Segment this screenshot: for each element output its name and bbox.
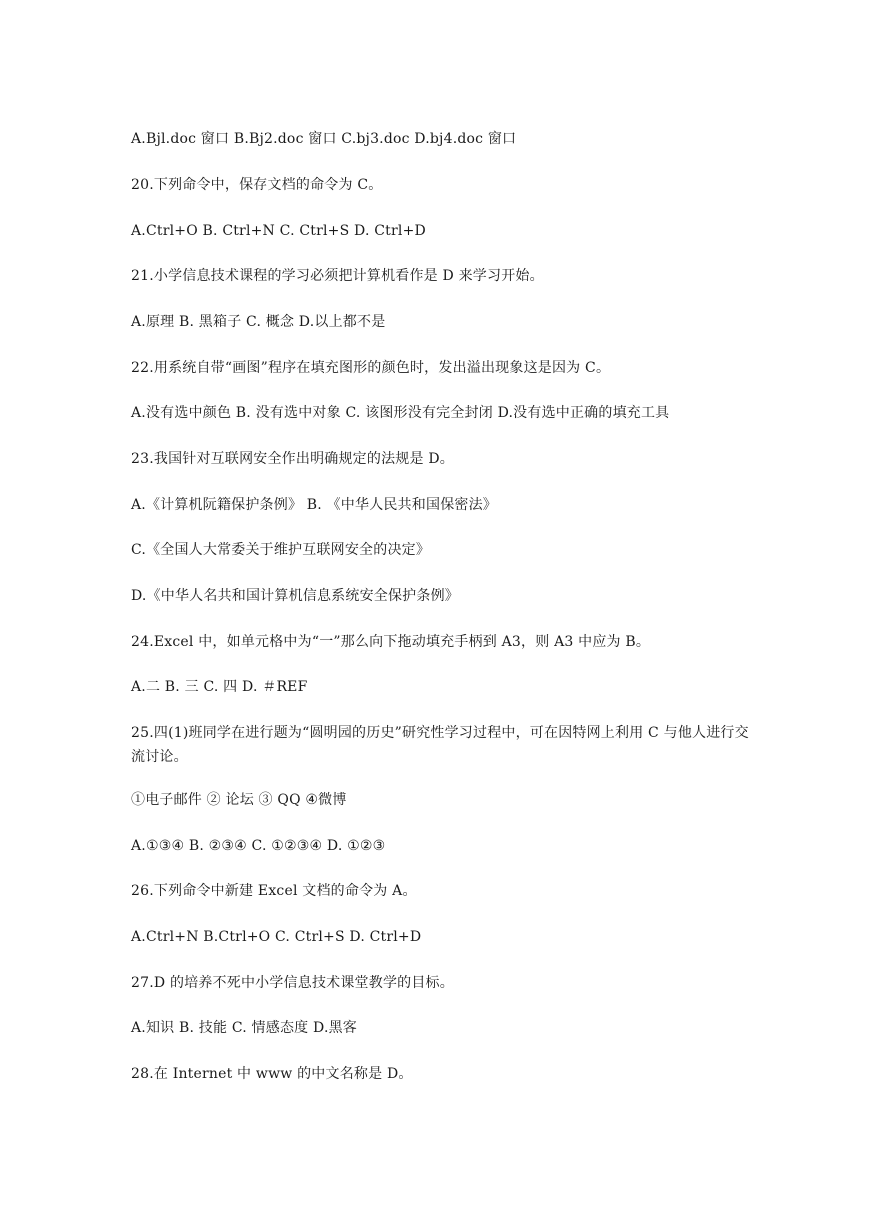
question-27: 27.D 的培养不死中小学信息技术课堂教学的目标。 xyxy=(131,975,454,991)
question-22-options: A.没有选中颜色 B. 没有选中对象 C. 该图形没有完全封闭 D.没有选中正确的填充工具 xyxy=(131,405,670,421)
question-23-option-d: D.《中华人名共和国计算机信息系统安全保护条例》 xyxy=(131,588,459,604)
question-20-options: A.Ctrl+O B. Ctrl+N C. Ctrl+S D. Ctrl+D xyxy=(131,223,426,239)
question-26: 26.下列命令中新建 Excel 文档的命令为 A。 xyxy=(131,883,417,899)
question-23-option-c: C.《全国人大常委关于维护互联网安全的决定》 xyxy=(131,542,431,558)
question-27-options: A.知识 B. 技能 C. 情感态度 D.黑客 xyxy=(131,1020,357,1036)
question-20: 20.下列命令中，保存文档的命令为 C。 xyxy=(131,177,383,193)
question-25: 25.四(1)班同学在进行题为“圆明园的历史”研究性学习过程中，可在因特网上利用 C 与他人进行交流讨论。 xyxy=(131,725,749,765)
question-24-options: A.二 B. 三 C. 四 D. ＃REF xyxy=(131,679,308,695)
text-line: A.Bjl.doc 窗口 B.Bj2.doc 窗口 C.bj3.doc D.bj4.doc 窗口 xyxy=(131,131,517,147)
question-21: 21.小学信息技术课程的学习必须把计算机看作是 D 来学习开始。 xyxy=(131,268,544,284)
question-23-options-ab: A.《计算机阮籍保护条例》 B. 《中华人民共和国保密法》 xyxy=(131,497,497,513)
question-24: 24.Excel 中，如单元格中为“一”那么向下拖动填充手柄到 A3，则 A3 中应为 B。 xyxy=(131,634,651,650)
question-22: 22.用系统自带“画图”程序在填充图形的颜色时，发出溢出现象这是因为 C。 xyxy=(131,360,611,376)
question-26-options: A.Ctrl+N B.Ctrl+O C. Ctrl+S D. Ctrl+D xyxy=(131,929,422,945)
question-25-items: ①电子邮件 ② 论坛 ③ QQ ④微博 xyxy=(131,792,347,808)
question-25-options: A.①③④ B. ②③④ C. ①②③④ D. ①②③ xyxy=(131,838,386,854)
question-21-options: A.原理 B. 黑箱子 C. 概念 D.以上都不是 xyxy=(131,314,386,330)
question-28: 28.在 Internet 中 www 的中文名称是 D。 xyxy=(131,1066,413,1082)
question-23: 23.我国针对互联网安全作出明确规定的法规是 D。 xyxy=(131,451,454,467)
